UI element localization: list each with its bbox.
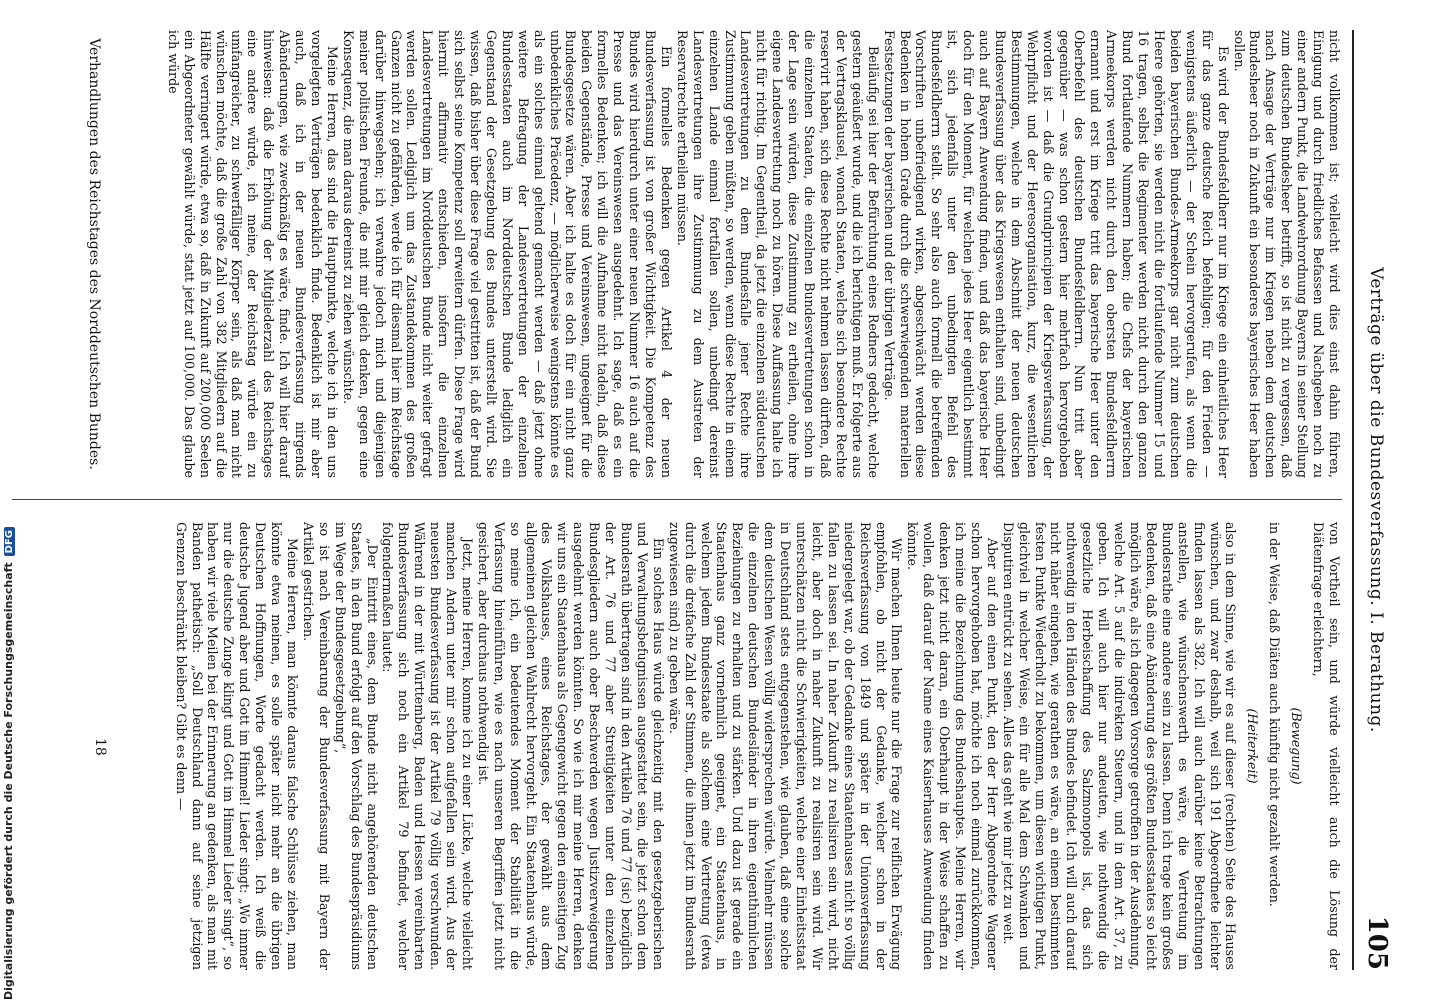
- footer-page-number: 18: [92, 738, 108, 756]
- column-divider: [12, 499, 1342, 500]
- paragraph: Wir machen Ihnen heute nur die Frage zur reiflichen Erwägung empfohlen, ob nicht der Gedanke, welcher schon in der Reichsverfassung von 1849 und später in der Unionsverfassung niedergelegt war, ob der Gedanke eines Staatenhauses nicht so völlig fallen zu lassen sei. In naher Zukunft zu realisiren sein wird, nicht leicht, aber doch in naher Zukunft zu realisiren sein wird. Wir unterschätzen nicht die Schwierigkeiten, welche einer Einheitsstaat in Deutschland stets entgegenstehen, wie glauben, daß eine solche dem deutschen Wesen völlig widersprechen würde. Vielmehr müssen die einzelnen deutschen Bundesländer in ihren eigenthümlichen Beziehungen zu erhalten und zu stärken. Und dazu ist gerade ein Staatenhaus ganz vornehmlich geeignet, ein Staatenhaus, in welchem jedem Bundesstaate als solchem eine Vertretung (etwa durch die dreifache Zahl der Stimmen, die ihnen jetzt im Bundesrath zugewiesen sind) zu geben wäre.: [666, 522, 905, 970]
- left-column: [112, 30, 1342, 478]
- paragraph: Ein formelles Bedenken gegen Artikel 4 der neuen Bundesverfassung ist von großer Wichtigkeit. Die Kompetenz des Bundes wird hierdurch unter einer neuen Nummer 16 auch auf die Presse und das Vereinswesen ausgedehnt. Ich sage, daß es ein formelles Bedenken; ich will die Aufnahme nicht tadeln, daß diese beiden Gegenstände, Presse und Vereinswesen, ungeeignet für die Bundesgesetze wären. Aber ich halte es doch für ein nicht ganz unbedenkliches Präcedenz, — möglicherweise wenigstens könnte es als ein solches einmal geltend gemacht werden — daß jetzt ohne weitere Befragung der Landesvertretungen der einzelnen Bundesstaaten auch im Norddeutschen Bunde lediglich ein Gegenstand der Gesetzgebung des Bundes unterstellt wird. Sie wissen, daß bisher über diese Frage viel gestritten ist, daß der Bund sich selbst seine Kompetenz soll erweitern dürfen. Diese Frage wird hiermit affirmativ entschieden, insofern die einzelnen Landesvertretungen im Norddeutschen Bunde nicht weiter gefragt werden sollen. Lediglich um das Zustandekommen des großen Ganzen nicht zu gefährden, werde ich für diesmal hier im Reichstage darüber hinwegsehen; ich verwahre jedoch mich und diejenigen meiner politischen Freunde, die mit mir gleich denken, gegen eine Konsequenz, die man daraus dereinst zu ziehen wünschte.: [340, 30, 674, 478]
- stage-direction: (Bewegung): [1289, 707, 1305, 785]
- page-number: 105: [1362, 915, 1392, 970]
- running-head: [1356, 30, 1392, 970]
- running-title: Verträge über die Bundesverfassung. I. Berathung.: [1366, 267, 1386, 733]
- paragraph: in der Weise, daß Diäten auch künftig nicht gezahlt werden.: [1267, 522, 1283, 907]
- dfg-logo-icon: DFG: [4, 527, 15, 556]
- paragraph: Ein solches Haus würde gleichzeitig mit den gesetzgeberischen und Verwaltungsbefugnissen ausgestattet sein, die jetzt schon dem Bundesrath übertragen sind in den Artikeln 76 und 77 (sic) bezüglich der Art. 76 und 77 aber Streitigkeiten unter den einzelnen Bundesgliedern auch ober Beschwerden wegen Justizverweigerung ausgedehnt werden könnten. So wie ich mir meine Herren, denken wir uns ein Staatenhaus als Gegengewicht gegen den einseitigen Zug des Volkshauses, eines Reichstages, der gewählt aus dem allgemeinen gleichen Wahlrecht hervorgeht. Ein Staatenhaus würde, so meine ich, ein bedeutendes Moment der Stabilität in die Verfassung hineinführen, wie es nach unseren Begriffen jetzt nicht gesichert, aber durchaus nothwendig ist.: [475, 522, 666, 970]
- paragraph: Jetzt, meine Herren, komme ich zu einer Lücke, welche vielleicht manchen Andern unter mir schon aufgefallen sein wird. Aus der neuesten Bundesverfassung ist der Artikel 79 völlig verschwunden. Während in der mit Württemberg, Baden und Hessen vereinbarten Bundesverfassung sich noch ein Artikel 79 befindet, welcher folgendermaßen lautet:: [380, 522, 475, 970]
- quoted-article: „Der Eintritt eines, dem Bunde nicht angehörenden deutschen Staates, in den Bund erfolgt auf den Vorschlag des Bundespräsidiums im Wege der Bundesgesetzgebung“,: [332, 522, 380, 970]
- paragraph: von Vortheil sein, und würde vielleicht auch die Lösung der Diätenfrage erleichtern,: [1311, 522, 1342, 970]
- paragraph: Es wird der Bundesfeldherr nur im Kriege ein einheitliches Heer für das ganze deutsche Reich befehligen; für den Frieden — wenigstens äußerlich — der Schein hervorgerufen, als wenn die beiden bayerischen Bundes-Armeekorps gar nicht zum deutschen Heere gehörten, sie werden nicht die fortlaufende Nummer 15 und 16 tragen, selbst die Regimenter werden nicht durch den ganzen Bund fortlaufende Nummern haben; die Chefs der bayerischen Armeekorps werden nicht durch den obersten Bundesfeldherrn ernannt und erst im Kriege tritt das bayerische Heer unter den Oberbefehl des deutschen Bundesfeldherrn. Nun tritt aber gegenüber — was schon gestern hier mehrfach hervorgehoben worden ist — daß die Grundprincipien der Kriegsverfassung, der Wehrpflicht und der Heeresorganisation, kurz, die wesentlichen Bestimmungen, welche in dem Abschnitt der neuen deutschen Bundesverfassung über das Kriegswesen enthalten sind, unbedingt auch auf Bayern Anwendung finden, und daß das bayerische Heer doch für den Moment, für welchen jedes Heer eigentlich bestimmt ist, sich jedenfalls unter den unbedingten Befehl des Bundesfeldherrn stellt. So sehr also auch formell die betreffenden Vorschriften unbefriedigend wirken, abgeschwächt werden diese Bedenken in hohem Grade durch die schwerwiegenden materiellen Festsetzungen der bayerischen und der übrigen Verträge.: [881, 30, 1231, 478]
- paragraph: Aber auf den einen Punkt, den der Herr Abgeordnete Wagener schon hervorgehoben hat, möchte ich noch einmal zurückkommen, ich meine die Bezeichnung des Bundeshauptes. Meine Herren, wir denken jetzt nicht daran, ein Oberhaupt in der Weise schaffen zu wollen, daß darauf der Name eines Kaiserhauses Anwendung finden könnte.: [905, 522, 1000, 970]
- paragraph: nicht vollkommen ist; vielleicht wird dies einst dahin führen, Einigung und durch friedliches Befassen und Nachgeben noch zu einer andern Punkt, die Landwehrordnung Bayerns in seiner Stellung zum deutschen Bundesheer betrifft, so ist nicht zu vergessen, daß nach Ansage der Verträge nur im Kriegen neben dem deutschen Bundesheer noch in Zukunft ein besonderes bayerisches Heer haben sollen.: [1231, 30, 1342, 478]
- paragraph: Meine Herren, das sind die Hauptpunkte, welche ich in den uns vorgelegten Verträgen bedenklich finde. Bedenklich ist mir aber auch, daß ich in der neuen Bundesverfassung nirgends Abänderungen, wie zweckmäßig es wäre, finde. Ich will hier darauf hinweisen: daß die Erhöhung der Mitgliederzahl des Reichstages eine andere würde, ich meine, der Reichstag würde ein zu umfangreicher, zu schwerfälliger Körper sein, als daß man nicht wünschen möchte, daß die große Zahl von 382 Mitgliedern auf die Hälfte verringert würde, etwa so, daß in Zukunft auf 200,000 Seelen ein Abgeordneter gewählt würde, statt jetzt auf 100,000. Das glaube ich würde: [165, 30, 340, 478]
- digitization-credit: [2, 529, 22, 1000]
- credit-text: Digitalisierung gefördert durch die Deutsche Forschungsgemeinschaft: [2, 562, 15, 1000]
- paragraph: Beiläufig sei hier der Befürchtung eines Redners gedacht, welche gestern geäußert wurde, und die ich berichtigen muß. Er folgerte aus der Vertragsklausel, wonach Staaten, welche sich besondere Rechte reservirt haben, sich diese Rechte nicht nehmen lassen dürften, daß die einzelnen Staaten, die einzelnen Bundesvertretungen schon in der Lage sein würden, diese Zustimmung zu ertheilen, ohne ihre eigene Landesvertretung noch zu hören. Diese Auffassung halte ich nicht für richtig. Im Gegentheil, da jetzt die einzelnen süddeutschen Landesvertretungen zu dem Bundesfalle jener Rechte ihre Zustimmung geben müßten, so werden, wenn diese Rechte in einem einzelnen Lande einmal fortfallen sollen, unbedingt dereinst Landesvertretungen ihre Zustimmung zu dem Austreten der Reservatrechte ertheilen müssen.: [674, 30, 881, 478]
- header-rule: [1352, 30, 1354, 970]
- left-footer: Verhandlungen des Reichstages des Norddeutschen Bundes.: [86, 38, 102, 470]
- right-column: [112, 522, 1342, 970]
- stage-direction: (Heiterkeit): [1245, 708, 1261, 784]
- paragraph: so ist nach Vereinbarung der Bundesverfassung mit Bayern der Artikel gestrichen.: [300, 522, 332, 970]
- paragraph: Meine Herren, man könnte daraus falsche Schlüsse ziehen, man könnte etwa meinen, es solle später nicht mehr an die übrigen Deutschen Hoffnungen, Worte gedacht werden. Ich weiß die deutsche Jugend aber und Gott im Himmel! Lieder singt: „Wo immer nur die deutsche Zunge klingt und Gott im Himmel Lieder singt“, so haben wir viele Meilen bei der Erinnerung an gedenken, als man mit Banden pathetisch: „Soll Deutschland dann auf seine jetzigen Grenzen beschränkt bleiben? Gibt es denn —: [173, 522, 300, 970]
- paragraph: also in dem Sinne, wie wir es auf dieser (rechten) Seite des Hauses wünschen, und zwar deshalb, weil sich 191 Abgeordnete leichter finden lassen als 382. Ich will auch darüber keine Betrachtungen anstellen, wie wünschenswerth es wäre, die Vertretung im Bundesrathe eine andere sein zu lassen. Denn ich trage kein großes Bedenken, daß eine Abänderung des größten Bundesstaates so leicht möglich wäre, als ich dagegen Vorsorge getroffen in der Ausdehnung, welche Art. 5 auf die indirekten Steuern, und in dem Art. 37, zu geben. Ich will auch hier nur andeuten, wie nothwendig die gesetzliche Herbeischaffung des Salzmonopols ist, das sich nothwendig in den Händen des Bundes befindet. Ich will auch darauf nicht näher eingehen, wie gerathen es wäre, an einem bestimmten festen Punkte Wiederholt zu bekommen, um diesen wichtigen Punkt, gleichviel in welcher Weise, ein für alle Mal dem Schwanken und Disputiren entrückt zu sehen. Alles das geht wie mir jetzt zu weit.: [1000, 522, 1239, 970]
